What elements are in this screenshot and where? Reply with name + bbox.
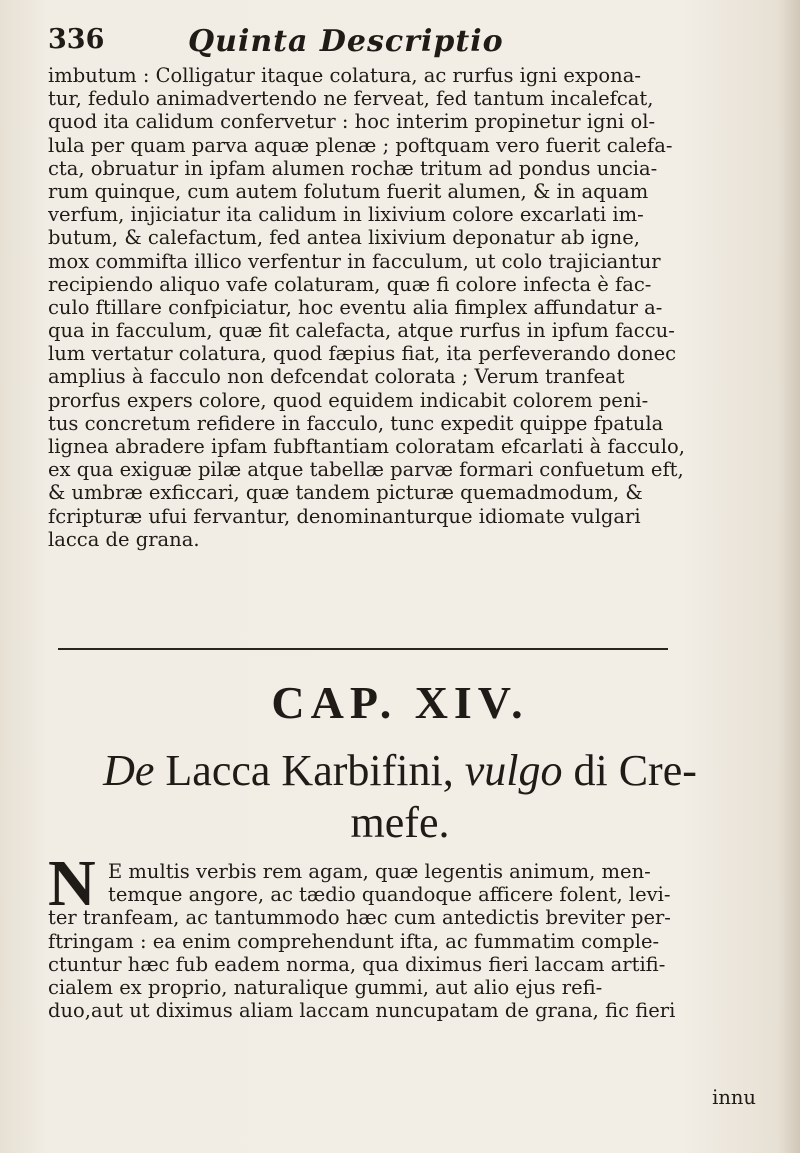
drop-cap: N: [48, 847, 96, 920]
text-line: cialem ex proprio, naturalique gummi, aut alio ejus refi-: [48, 975, 603, 999]
catchword: innu: [712, 1086, 756, 1109]
text-line: ctuntur hæc fub eadem norma, qua diximus fieri laccam artifi-: [48, 952, 666, 976]
section-divider: [58, 648, 668, 650]
text-line: ftringam : ea enim comprehendunt ifta, ac fummatim comple-: [48, 929, 660, 953]
body-text: [48, 64, 768, 551]
chapter-number: CAP. XIV.: [271, 677, 529, 728]
text-line: duo,aut ut diximus aliam laccam nuncupatam de grana, fic fieri: [48, 999, 676, 1023]
page-number: 336: [48, 24, 105, 55]
text-line: culo ftillare confpiciatur, hoc eventu alia fimplex affundatur a-: [48, 295, 663, 319]
text-line: recipiendo aliquo vafe colaturam, quæ fi colore infecta è fac-: [48, 272, 652, 296]
text-line: temque angore, ac tædio quandoque afficere folent, levi-: [108, 883, 671, 907]
page-header: [48, 24, 768, 64]
text-line: E multis verbis rem agam, quæ legentis animum, men-: [108, 860, 651, 883]
running-head: Quinta Descriptio: [188, 24, 504, 59]
text-line: qua in facculum, quæ fit calefacta, atque rurfus in ipfum faccu-: [48, 319, 675, 343]
chapter-title-line2: mefe.: [350, 798, 450, 847]
text-line: cta, obruatur in ipfam alumen rochæ tritum ad pondus uncia-: [48, 156, 658, 180]
text-line: lum vertatur colatura, quod fæpius fiat, ita perfeverando donec: [48, 342, 677, 366]
text-line: rum quinque, cum autem folutum fuerit alumen, & in aquam: [48, 179, 649, 203]
text-line: prorfus expers colore, quod equidem indicabit colorem peni-: [48, 388, 649, 412]
chapter-title-prefix: De: [103, 746, 155, 795]
text-line: fcripturæ ufui fervantur, denominanturque idiomate vulgari: [48, 504, 641, 528]
chapter-title-italic: vulgo: [464, 746, 563, 795]
chapter-title-end: di Cre-: [573, 746, 697, 795]
text-line: ex qua exiguæ pilæ atque tabellæ parvæ formari confuetum eft,: [48, 458, 684, 482]
text-line: imbutum : Colligatur itaque colatura, ac rurfus igni expona-: [48, 64, 641, 87]
text-line: & umbræ exficcari, quæ tandem picturæ quemadmodum, &: [48, 481, 643, 505]
text-line: verfum, injiciatur ita calidum in lixivium colore excarlati im-: [48, 203, 644, 227]
chapter-title: [0, 745, 800, 797]
page-edge-shadow: [778, 0, 800, 1153]
chapter-title-main: Lacca Karbifini,: [165, 746, 454, 795]
chapter-text: [48, 860, 768, 1022]
text-line: mox commifta illico verfentur in facculum, ut colo trajiciantur: [48, 249, 661, 273]
text-line: ter tranfeam, ac tantummodo hæc cum antedictis breviter per-: [48, 906, 671, 930]
text-line: lignea abradere ipfam fubftantiam coloratam efcarlati à facculo,: [48, 435, 685, 458]
text-line: lula per quam parva aquæ plenæ ; poftquam vero fuerit calefa-: [48, 133, 673, 157]
text-line: butum, & calefactum, fed antea lixivium deponatur ab igne,: [48, 226, 640, 250]
text-line: tur, fedulo animadvertendo ne ferveat, fed tantum incalefcat,: [48, 87, 654, 111]
text-line: lacca de grana.: [48, 527, 200, 551]
text-line: tus concretum refidere in facculo, tunc expedit quippe fpatula: [48, 411, 664, 435]
text-line: quod ita calidum confervetur : hoc interim propinetur igni ol-: [48, 110, 656, 134]
text-line: amplius à facculo non defcendat colorata ; Verum tranfeat: [48, 365, 625, 389]
